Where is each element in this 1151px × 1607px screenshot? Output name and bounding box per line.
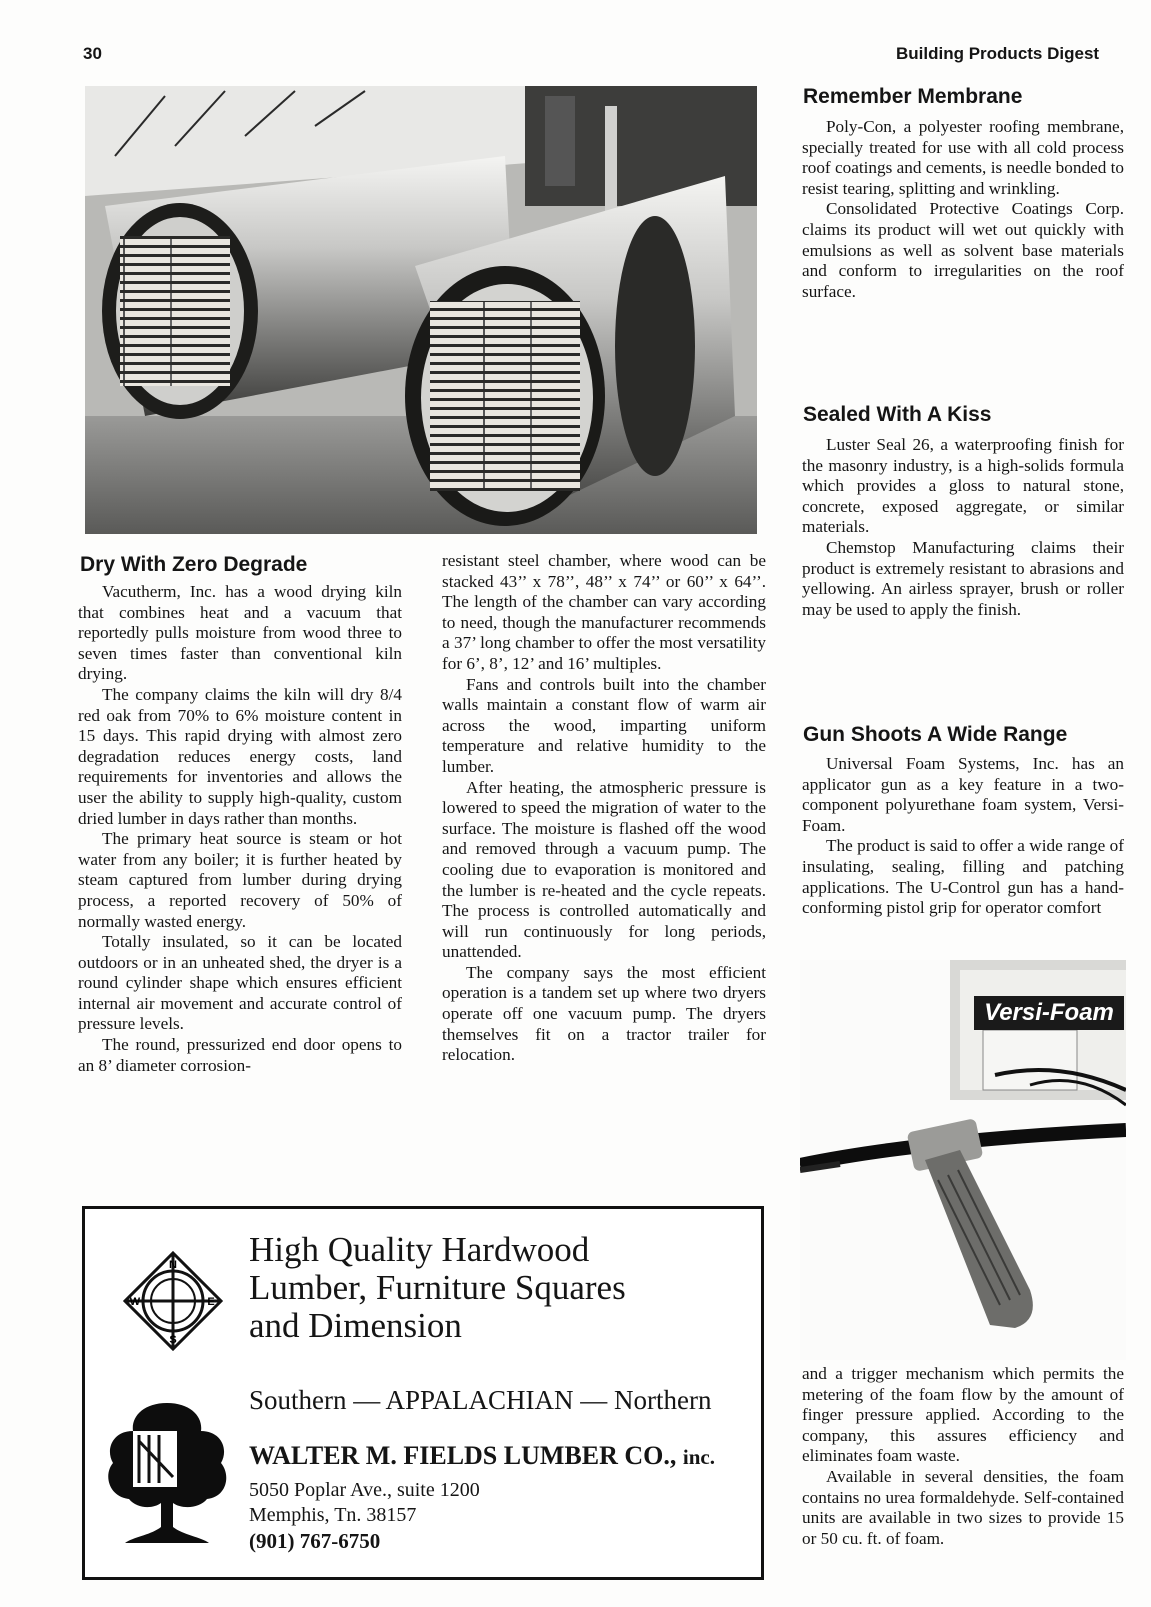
ad-company-name — [249, 1441, 715, 1471]
paragraph: Fans and controls built into the chamber walls maintain a constant flow of warm air across the wood, imparting uniform temperature and relative humidity to the lumber. — [442, 674, 766, 776]
headline-kiss: Sealed With A Kiss — [803, 403, 992, 426]
compass-letter-south: S — [169, 1334, 177, 1346]
compass-logo-icon — [123, 1251, 223, 1351]
ad-headline-1: High Quality Hardwood — [249, 1230, 590, 1269]
ad-address-line-2: Memphis, Tn. 38157 — [249, 1504, 417, 1526]
paragraph: Poly-Con, a polyester roofing membrane, specially treated for use with all cold process roof coatings and cements, is needle bonded to resist tearing, splitting and wrinkling. — [802, 117, 1124, 198]
article-kiss-body — [802, 435, 1124, 620]
paragraph: Chemstop Manufacturing claims their product is extremely resistant to abrasions and yellowing. An airless sprayer, brush or roller may be used to apply the finish. — [802, 537, 1124, 619]
compass-letter-east: E — [207, 1296, 215, 1308]
paragraph: Consolidated Protective Coatings Corp. claims its product will wet out quickly with emulsions as well as solvent base materials and conform to irregularities on the roof surface. — [802, 199, 1124, 301]
paragraph: The product is said to offer a wide range of insulating, sealing, filling and patching applications. The U-Control gun has a hand-conforming pistol grip for operator comfort — [802, 836, 1124, 918]
paragraph: The round, pressurized end door opens to an 8’ diameter corrosion- — [78, 1035, 402, 1075]
ad-address-line-1: 5050 Poplar Ave., suite 1200 — [249, 1479, 480, 1501]
paragraph: The company says the most efficient operation is a tandem set up where two dryers operate off one vacuum pump. The dryers themselves fit on a tractor trailer for relocation. — [442, 962, 766, 1065]
article-gun-body-bottom — [802, 1364, 1124, 1549]
headline-gun: Gun Shoots A Wide Range — [803, 723, 1068, 746]
paragraph: and a trigger mechanism which permits the metering of the foam flow by the amount of finger pressure applied. According to the company, this assures efficiency and eliminates foam waste. — [802, 1364, 1124, 1466]
kiln-photo-graphic — [85, 86, 757, 534]
paragraph: Totally insulated, so it can be located outdoors or in an unheated shed, the dryer is a round cylinder shape which ensures efficient internal air movement and accurate control of pressure levels. — [78, 932, 402, 1034]
compass-letter-west: W — [129, 1296, 141, 1308]
ad-company-suffix: inc. — [682, 1445, 715, 1469]
foam-gun-photo — [800, 960, 1126, 1360]
ad-headline-2: Lumber, Furniture Squares — [249, 1268, 626, 1307]
paragraph: resistant steel chamber, where wood can be stacked 43’’ x 78’’, 48’’ x 74’’ or 60’’ x 64’’. The length of the chamber can vary according to need, though the manufacturer recommends a 37’ long chamber to offer the most versatility for 6’, 8’, 12’ and 16’ multiples. — [442, 551, 766, 673]
lumber-advertisement — [82, 1206, 764, 1580]
article-dry-column-2 — [442, 551, 766, 1066]
article-gun-body-top — [802, 754, 1124, 919]
running-head: Building Products Digest — [896, 44, 1100, 63]
paragraph: The company claims the kiln will dry 8/4 red oak from 70% to 6% moisture content in 15 days. This rapid drying with almost zero degradation reduces energy costs, land requirements for inventories and allows the user the ability to supply high-quality, custom dried lumber in days rather than months. — [78, 684, 402, 828]
kiln-photo — [85, 86, 757, 534]
versi-foam-box-label: Versi-Foam — [974, 996, 1124, 1030]
paragraph: Vacutherm, Inc. has a wood drying kiln that combines heat and a vacuum that reportedly pulls moisture from wood three to seven times faster than conventional kiln drying. — [78, 582, 402, 684]
article-dry-column-1 — [78, 582, 402, 1076]
paragraph: The primary heat source is steam or hot water from any boiler; it is further heated by steam captured from lumber during drying process, a reported recovery of 50% of normally wasted energy. — [78, 829, 402, 931]
ad-regions: Southern — APPALACHIAN — Northern — [249, 1385, 712, 1415]
article-membrane-body — [802, 117, 1124, 302]
paragraph: Universal Foam Systems, Inc. has an applicator gun as a key feature in a two-component polyurethane foam system, Versi-Foam. — [802, 754, 1124, 835]
paragraph: Luster Seal 26, a waterproofing finish for the masonry industry, is a high-solids formula which provides a gloss to natural stone, concrete, exposed aggregate, or similar materials. — [802, 435, 1124, 537]
ad-headline-3: and Dimension — [249, 1306, 462, 1345]
ad-company: WALTER M. FIELDS LUMBER CO., — [249, 1441, 677, 1470]
headline-dry: Dry With Zero Degrade — [80, 553, 308, 576]
ad-phone: (901) 767-6750 — [249, 1529, 381, 1553]
compass-letter-north: N — [169, 1259, 177, 1271]
paragraph: After heating, the atmospheric pressure is lowered to speed the migration of water to the surface. The moisture is flashed off the wood and removed through a vacuum pump. The cooling due to evaporation is monitored and the lumber is re-heated and the cycle repeats. The process is controlled automatically and will run continuously for long periods, unattended. — [442, 777, 766, 962]
headline-membrane: Remember Membrane — [803, 85, 1023, 108]
tree-logo-icon — [103, 1397, 231, 1545]
page-number: 30 — [83, 44, 102, 63]
paragraph: Available in several densities, the foam contains no urea formaldehyde. Self-contained units are available in two sizes to provide 15 or 50 cu. ft. of foam. — [802, 1466, 1124, 1548]
